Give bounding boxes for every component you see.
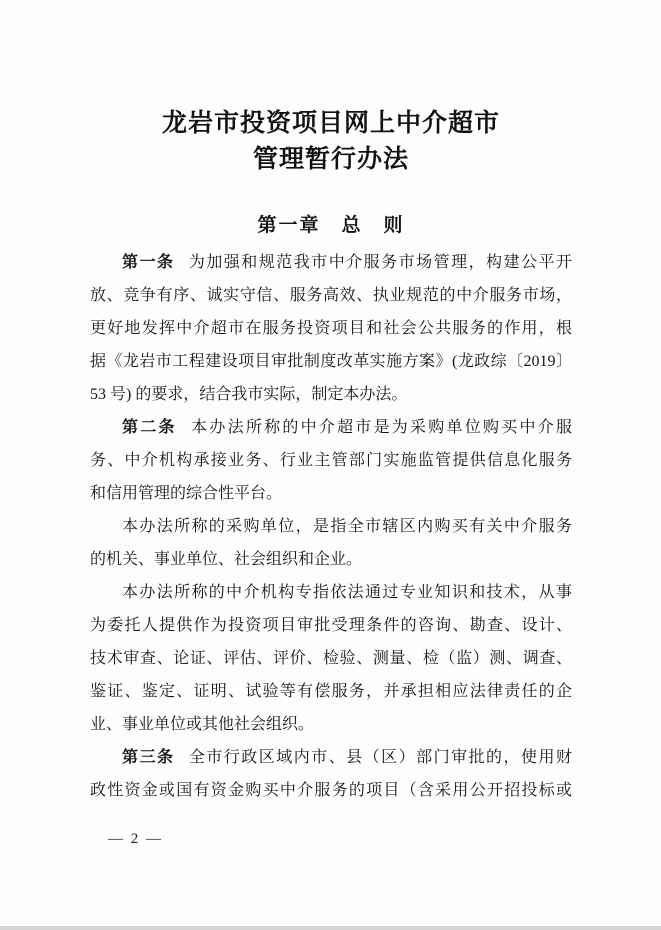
article-1-line-5: 53 号) 的要求，结合我市实际，制定本办法。 [90, 386, 408, 403]
article-2-text: 本办法所称的中介超市是为采购单位购买中介服 [191, 419, 572, 436]
article-2-line-1 [90, 411, 572, 444]
paragraph-4-line-2: 为委托人提供作为投资项目审批受理条件的咨询、勘查、设计、 [90, 617, 572, 634]
document-title [90, 106, 572, 178]
document-title-line-1: 龙岩市投资项目网上中介超市 [161, 110, 500, 137]
article-1-line-3: 更好地发挥中介超市在服务投资项目和社会公共服务的作用，根 [90, 320, 572, 337]
article-3-label: 第三条 [122, 749, 175, 766]
article-3-line-2: 政性资金或国有资金购买中介服务的项目（含采用公开招投标或 [90, 782, 572, 799]
article-2-label: 第二条 [122, 419, 177, 436]
article-1-line-1 [90, 246, 572, 279]
article-2-line-3: 和信用管理的综合性平台。 [90, 485, 283, 502]
paragraph-3-line-1: 本办法所称的采购单位，是指全市辖区内购买有关中介服务 [122, 518, 572, 535]
paragraph-4-line-1: 本办法所称的中介机构专指依法通过专业知识和技术，从事 [122, 584, 572, 601]
document-body [90, 246, 572, 807]
paragraph-4-line-4: 鉴证、鉴定、证明、试验等有偿服务，并承担相应法律责任的企 [90, 683, 572, 700]
chapter-heading: 第一章 总 则 [257, 215, 405, 236]
document-title-line-2: 管理暂行办法 [252, 146, 409, 173]
article-1-label: 第一条 [122, 254, 175, 271]
document-content [90, 0, 572, 807]
page-number: — 2 — [108, 831, 163, 847]
paragraph-4-line-3: 技术审查、论证、评估、评价、检验、测量、检（监）测、调查、 [90, 650, 572, 667]
article-3-text: 全市行政区域内市、县（区）部门审批的，使用财 [188, 749, 572, 766]
article-1-text: 为加强和规范我市中介服务市场管理，构建公平开 [188, 254, 572, 271]
article-1-line-2: 放、竞争有序、诚实守信、服务高效、执业规范的中介服务市场， [90, 287, 572, 304]
paragraph-4-line-5: 业、事业单位或其他社会组织。 [90, 716, 315, 733]
scan-bottom-edge [0, 926, 661, 930]
article-1-line-4: 据《龙岩市工程建设项目审批制度改革实施方案》(龙政综〔2019〕 [90, 353, 572, 370]
article-2-line-2: 务、中介机构承接业务、行业主管部门实施监管提供信息化服务 [90, 452, 572, 469]
article-3-line-1 [90, 741, 572, 774]
paragraph-3-line-2: 的机关、事业单位、社会组织和企业。 [90, 551, 363, 568]
